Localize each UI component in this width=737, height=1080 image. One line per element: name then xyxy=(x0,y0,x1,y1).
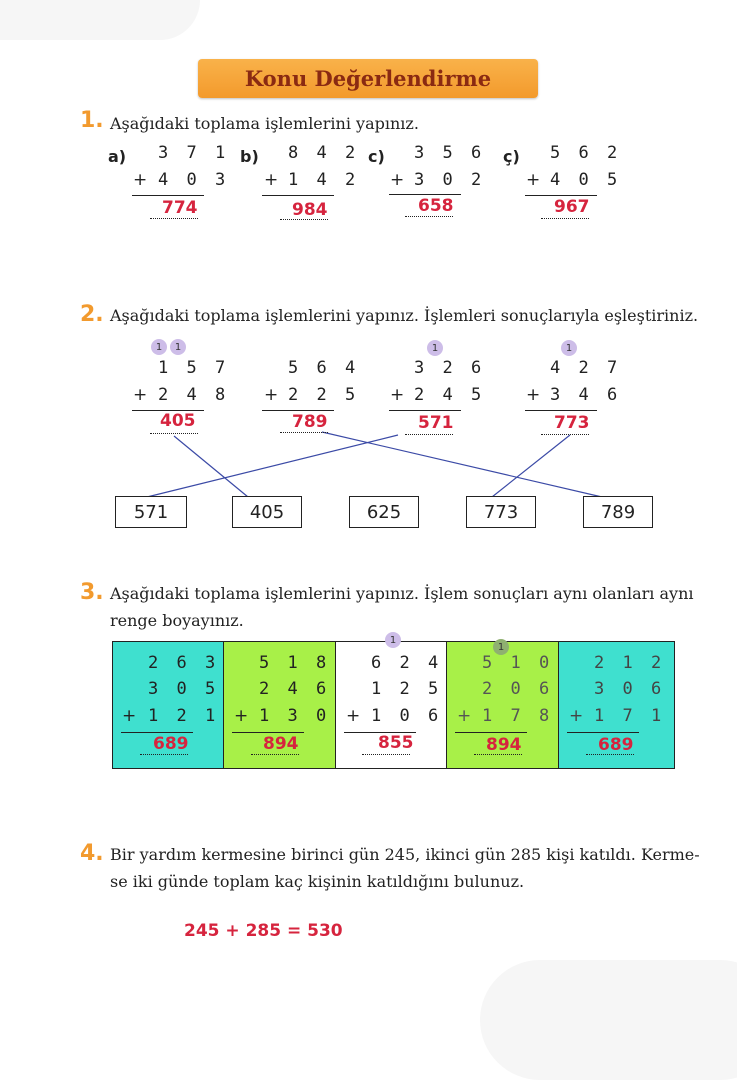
addend-top: 8 4 2 xyxy=(288,143,360,163)
carry-badge: 1 xyxy=(493,639,509,655)
addend-2: 3 0 5 xyxy=(148,679,220,699)
addend-top: 5 6 2 xyxy=(550,143,622,163)
answer: 984 xyxy=(292,200,328,220)
answer: 894 xyxy=(486,735,522,755)
plus-sign: + xyxy=(133,385,148,405)
answer: 405 xyxy=(160,411,196,431)
carry-badge: 1 xyxy=(561,340,577,356)
sum-line xyxy=(389,410,461,411)
question-4-number: 4. xyxy=(80,841,104,866)
addend-bottom: 2 2 5 xyxy=(288,385,360,405)
question-1-text: Aşağıdaki toplama işlemlerini yapınız. xyxy=(110,114,419,133)
result-box-789[interactable]: 789 xyxy=(583,496,653,528)
addend-top: 1 5 7 xyxy=(158,358,230,378)
addend-2: 1 2 5 xyxy=(371,679,443,699)
addend-1: 5 1 0 xyxy=(482,653,554,673)
problem-label: b) xyxy=(240,147,259,166)
plus-sign: + xyxy=(526,385,541,405)
result-box-625[interactable]: 625 xyxy=(349,496,419,528)
addend-3: 1 0 6 xyxy=(371,706,443,726)
answer: 855 xyxy=(378,733,414,753)
question-1-number: 1. xyxy=(80,108,104,133)
page-title: Konu Değerlendirme xyxy=(244,66,492,91)
result-box-405[interactable]: 405 xyxy=(232,496,302,528)
answer-dots xyxy=(140,754,188,755)
addend-bottom: 3 0 2 xyxy=(414,170,486,190)
plus-sign: + xyxy=(526,170,541,190)
answer-dots xyxy=(405,434,453,435)
result-box-773[interactable]: 773 xyxy=(466,496,536,528)
addend-top: 3 7 1 xyxy=(158,143,230,163)
addend-top: 3 5 6 xyxy=(414,143,486,163)
answer-dots xyxy=(150,433,198,434)
answer: 967 xyxy=(554,197,590,217)
question-4-text-line2: se iki günde toplam kaç kişinin katıldığını bulunuz. xyxy=(110,872,525,891)
carry-badge: 1 xyxy=(151,339,167,355)
sum-line xyxy=(121,732,193,733)
question-2-text: Aşağıdaki toplama işlemlerini yapınız. İşlemleri sonuçlarıyla eşleştiriniz. xyxy=(110,306,699,325)
addend-2: 2 0 6 xyxy=(482,679,554,699)
addend-bottom: 2 4 5 xyxy=(414,385,486,405)
answer: 789 xyxy=(292,412,328,432)
carry-badge: 1 xyxy=(427,340,443,356)
question-3-text-line2: renge boyayınız. xyxy=(110,611,244,630)
addend-3: 1 7 1 xyxy=(594,706,666,726)
addend-2: 2 4 6 xyxy=(259,679,331,699)
answer: 774 xyxy=(162,198,198,218)
question-4-answer: 245 + 285 = 530 xyxy=(184,921,343,941)
question-3-text-line1: Aşağıdaki toplama işlemlerini yapınız. İşlem sonuçları aynı olanları aynı xyxy=(110,584,694,603)
sum-line xyxy=(262,410,334,411)
problem-label: a) xyxy=(108,147,127,166)
answer: 658 xyxy=(418,196,454,216)
answer: 773 xyxy=(554,413,590,433)
sum-line xyxy=(455,732,527,733)
plus-sign: + xyxy=(234,706,249,726)
match-line-789 xyxy=(322,432,602,497)
addend-bottom: 3 4 6 xyxy=(550,385,622,405)
plus-sign: + xyxy=(133,170,148,190)
addend-bottom: 2 4 8 xyxy=(158,385,230,405)
addend-bottom: 4 0 3 xyxy=(158,170,230,190)
answer-dots xyxy=(251,754,299,755)
sum-line xyxy=(232,732,304,733)
plus-sign: + xyxy=(390,385,405,405)
plus-sign: + xyxy=(264,385,279,405)
addend-1: 6 2 4 xyxy=(371,653,443,673)
addend-top: 5 6 4 xyxy=(288,358,360,378)
addend-top: 4 2 7 xyxy=(550,358,622,378)
answer: 689 xyxy=(153,734,189,754)
question-4-text-line1: Bir yardım kermesine birinci gün 245, ikinci gün 285 kişi katıldı. Kerme- xyxy=(110,845,700,864)
addend-1: 5 1 8 xyxy=(259,653,331,673)
addend-bottom: 4 0 5 xyxy=(550,170,622,190)
carry-badge: 1 xyxy=(385,632,401,648)
addend-3: 1 2 1 xyxy=(148,706,220,726)
result-box-571[interactable]: 571 xyxy=(115,496,187,528)
question-3-number: 3. xyxy=(80,580,104,605)
answer-dots xyxy=(586,754,634,755)
sum-line xyxy=(567,732,639,733)
answer: 894 xyxy=(263,734,299,754)
carry-badge: 1 xyxy=(170,339,186,355)
answer-dots xyxy=(362,754,410,755)
plus-sign: + xyxy=(390,170,405,190)
answer: 689 xyxy=(598,735,634,755)
addend-2: 3 0 6 xyxy=(594,679,666,699)
plus-sign: + xyxy=(122,706,137,726)
plus-sign: + xyxy=(346,706,361,726)
answer-dots xyxy=(474,754,522,755)
problem-label: c) xyxy=(368,147,385,166)
addend-3: 1 7 8 xyxy=(482,706,554,726)
addend-top: 3 2 6 xyxy=(414,358,486,378)
sum-line xyxy=(525,410,597,411)
addend-1: 2 6 3 xyxy=(148,653,220,673)
plus-sign: + xyxy=(457,706,472,726)
plus-sign: + xyxy=(569,706,584,726)
answer-dots xyxy=(280,432,328,433)
answer-dots xyxy=(541,434,589,435)
addend-1: 2 1 2 xyxy=(594,653,666,673)
plus-sign: + xyxy=(264,170,279,190)
addend-3: 1 3 0 xyxy=(259,706,331,726)
question-2-number: 2. xyxy=(80,302,104,327)
match-line-773 xyxy=(492,435,570,497)
addend-bottom: 1 4 2 xyxy=(288,170,360,190)
answer: 571 xyxy=(418,413,454,433)
problem-label: ç) xyxy=(503,147,520,166)
